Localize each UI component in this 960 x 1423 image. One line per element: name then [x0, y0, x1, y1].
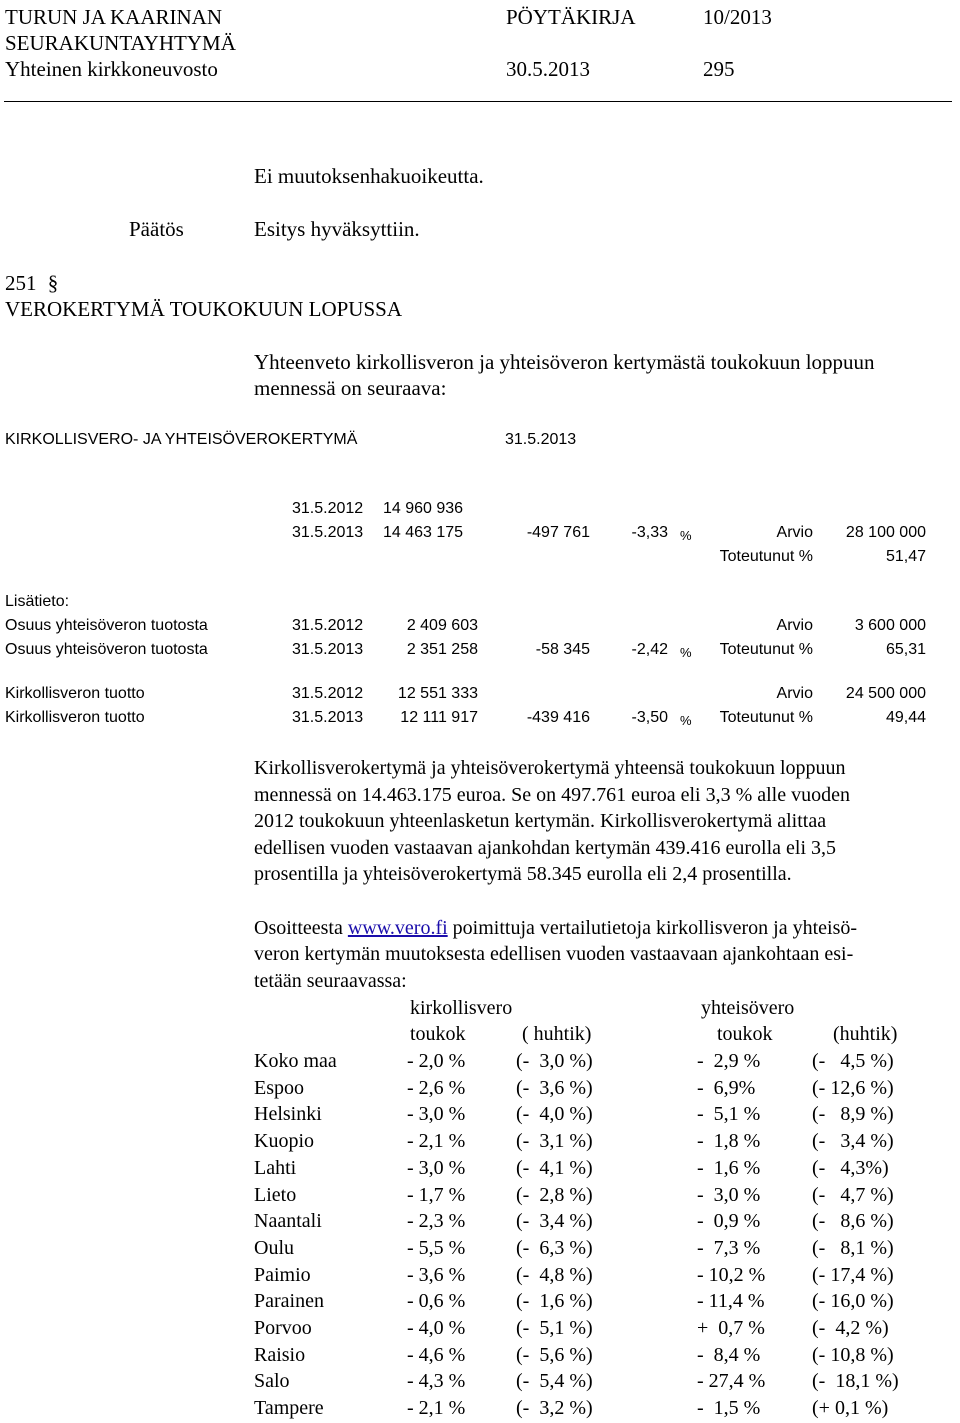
- decision-text: Esitys hyväksyttiin.: [254, 217, 420, 241]
- corp-tax-may: - 27,4 %: [697, 1370, 766, 1393]
- total-2012-value: 14 960 936: [383, 500, 464, 517]
- church-tax-april: (- 1,6 %): [516, 1290, 593, 1313]
- section-symbol: §: [47, 271, 59, 295]
- corp-tax-april: (- 3,4 %): [812, 1130, 894, 1153]
- church-tax-may: - 4,3 %: [407, 1370, 466, 1393]
- church-tax-pct: -3,50: [631, 709, 668, 726]
- summary-line3: 2012 toukokuun yhteenlasketun kertymän. Kirkollisverokertymä alittaa: [254, 810, 827, 832]
- church-tax-estimate-value: 24 500 000: [845, 685, 926, 702]
- corp-tax-estimate-label: Arvio: [776, 617, 813, 634]
- total-realized-value: 51,47: [885, 548, 926, 565]
- corp-tax-may: - 6,9%: [697, 1076, 756, 1099]
- total-realized-label: Toteutunut %: [719, 548, 813, 565]
- church-tax-2013-name: Kirkollisveron tuotto: [5, 709, 145, 726]
- sub-header-1: toukok: [410, 1023, 466, 1045]
- group-church-tax: kirkollisvero: [410, 997, 513, 1019]
- church-tax-2013-date: 31.5.2013: [292, 709, 364, 726]
- corp-tax-april: (- 8,1 %): [812, 1236, 894, 1259]
- summary-line5: prosentilla ja yhteisöverokertymä 58.345 eurolla eli 2,4 prosentilla.: [254, 863, 792, 885]
- source-line3: tetään seuraavassa:: [254, 970, 407, 992]
- corp-tax-april: (- 18,1 %): [812, 1370, 899, 1393]
- corp-tax-april: (- 4,7 %): [812, 1183, 894, 1206]
- church-tax-pct-sign: %: [680, 713, 692, 728]
- church-tax-may: - 0,6 %: [407, 1290, 466, 1313]
- header-divider: [4, 101, 952, 102]
- total-pct: -3,33: [631, 524, 668, 541]
- corp-tax-may: - 11,4 %: [697, 1290, 765, 1313]
- sub-header-2: ( huhtik): [522, 1023, 592, 1045]
- corp-tax-2012-value: 2 409 603: [406, 617, 478, 634]
- corp-tax-april: (- 4,5 %): [812, 1050, 894, 1072]
- corp-tax-may: - 8,4 %: [697, 1343, 761, 1366]
- summary-line2: mennessä on 14.463.175 euroa. Se on 497.761 euroa eli 3,3 % alle vuoden: [254, 784, 850, 806]
- corp-tax-april: (- 12,6 %): [812, 1076, 894, 1099]
- table-title: KIRKOLLISVERO- JA YHTEISÖVEROKERTYMÄ: [5, 431, 358, 448]
- document-type: PÖYTÄKIRJA: [506, 5, 636, 29]
- total-2013-date: 31.5.2013: [292, 524, 364, 541]
- org-name-line2: SEURAKUNTAYHTYMÄ: [5, 31, 236, 55]
- section-title: VEROKERTYMÄ TOUKOKUUN LOPUSSA: [5, 297, 402, 321]
- group-corporate-tax: yhteisövero: [701, 997, 795, 1019]
- church-tax-diff: -439 416: [526, 709, 590, 726]
- church-tax-april: (- 4,8 %): [516, 1263, 593, 1286]
- church-tax-april: (- 6,3 %): [516, 1236, 593, 1259]
- meeting-date: 30.5.2013: [506, 57, 590, 81]
- corp-tax-realized-value: 65,31: [885, 641, 926, 658]
- church-tax-realized-label: Toteutunut %: [719, 709, 813, 726]
- total-estimate-value: 28 100 000: [845, 524, 926, 541]
- corp-tax-may: - 1,5 %: [697, 1397, 761, 1420]
- org-name-line1: TURUN JA KAARINAN: [5, 5, 223, 29]
- corp-tax-may: - 5,1 %: [697, 1103, 761, 1126]
- total-2013-value: 14 463 175: [383, 524, 464, 541]
- corp-tax-may: - 0,9 %: [697, 1210, 761, 1233]
- city-name: Koko maa: [254, 1050, 337, 1072]
- city-name: Salo: [254, 1370, 290, 1393]
- corp-tax-april: (- 17,4 %): [812, 1263, 894, 1286]
- corp-tax-may: - 3,0 %: [697, 1183, 761, 1206]
- decision-label: Päätös: [129, 217, 184, 241]
- total-2012-date: 31.5.2012: [292, 500, 364, 517]
- church-tax-april: (- 5,1 %): [516, 1317, 593, 1339]
- city-name: Kuopio: [254, 1130, 314, 1153]
- source-line2: veron kertymän muutoksesta edellisen vuoden vastaavaan ajankohtaan esi-: [254, 943, 854, 965]
- total-estimate-label: Arvio: [776, 524, 813, 541]
- church-tax-may: - 3,0 %: [407, 1156, 466, 1179]
- section-number: [5, 270, 58, 296]
- corp-tax-april: (- 8,6 %): [812, 1210, 894, 1233]
- church-tax-april: (- 4,1 %): [516, 1156, 593, 1179]
- city-name: Parainen: [254, 1290, 324, 1313]
- source-prefix: Osoitteesta: [254, 917, 348, 939]
- church-tax-may: - 2,1 %: [407, 1397, 466, 1420]
- corp-tax-may: - 2,9 %: [697, 1050, 761, 1072]
- church-tax-2012-name: Kirkollisveron tuotto: [5, 685, 145, 702]
- section-number-value: 251: [5, 271, 37, 295]
- vero-link[interactable]: www.vero.fi: [347, 917, 448, 939]
- corp-tax-realized-label: Toteutunut %: [719, 641, 813, 658]
- corp-tax-estimate-value: 3 600 000: [854, 617, 926, 634]
- city-name: Naantali: [254, 1210, 322, 1233]
- corp-tax-2013-value: 2 351 258: [406, 641, 478, 658]
- church-tax-may: - 4,0 %: [407, 1317, 466, 1339]
- corp-tax-april: (- 4,3%): [812, 1156, 889, 1179]
- document-number: 10/2013: [703, 5, 772, 29]
- page-number: 295: [703, 57, 735, 81]
- city-name: Helsinki: [254, 1103, 322, 1126]
- church-tax-april: (- 3,2 %): [516, 1397, 593, 1420]
- intro-line2: mennessä on seuraava:: [254, 376, 447, 400]
- corp-tax-april: (- 16,0 %): [812, 1290, 894, 1313]
- church-tax-may: - 2,3 %: [407, 1210, 466, 1233]
- corp-tax-2012-date: 31.5.2012: [292, 617, 364, 634]
- city-name: Tampere: [254, 1397, 324, 1420]
- total-diff: -497 761: [526, 524, 590, 541]
- city-name: Paimio: [254, 1263, 311, 1286]
- sub-header-4: (huhtik): [833, 1023, 898, 1045]
- appeal-note: Ei muutoksenhakuoikeutta.: [254, 164, 484, 188]
- church-tax-may: - 2,1 %: [407, 1130, 466, 1153]
- corp-tax-pct: -2,42: [631, 641, 668, 658]
- source-line1-rest: poimittuja vertailutietoja kirkollisveron ja yhteisö-: [447, 917, 858, 939]
- city-name: Lahti: [254, 1156, 297, 1179]
- city-name: Porvoo: [254, 1317, 312, 1339]
- city-name: Oulu: [254, 1236, 294, 1259]
- sub-header-3: toukok: [717, 1023, 773, 1045]
- city-name: Raisio: [254, 1343, 306, 1366]
- corp-tax-may: - 1,8 %: [697, 1130, 761, 1153]
- intro-line1: Yhteenveto kirkollisveron ja yhteisöveron kertymästä toukokuun loppuun: [254, 350, 875, 374]
- church-tax-april: (- 4,0 %): [516, 1103, 593, 1126]
- church-tax-april: (- 5,4 %): [516, 1370, 593, 1393]
- church-tax-realized-value: 49,44: [885, 709, 926, 726]
- corp-tax-may: + 0,7 %: [697, 1317, 765, 1339]
- corp-tax-diff: -58 345: [535, 641, 590, 658]
- corp-tax-2013-name: Osuus yhteisöveron tuotosta: [5, 641, 208, 658]
- corp-tax-april: (- 8,9 %): [812, 1103, 894, 1126]
- corp-tax-april: (- 10,8 %): [812, 1343, 894, 1366]
- total-pct-sign: %: [680, 528, 692, 543]
- source-line1: [254, 917, 857, 940]
- church-tax-may: - 4,6 %: [407, 1343, 466, 1366]
- church-tax-april: (- 5,6 %): [516, 1343, 593, 1366]
- summary-line4: edellisen vuoden vastaavan ajankohdan kertymän 439.416 eurolla eli 3,5: [254, 837, 837, 859]
- church-tax-2012-value: 12 551 333: [397, 685, 478, 702]
- city-name: Espoo: [254, 1076, 304, 1099]
- church-tax-2013-value: 12 111 917: [400, 709, 478, 726]
- church-tax-may: - 2,6 %: [407, 1076, 466, 1099]
- church-tax-april: (- 3,6 %): [516, 1076, 593, 1099]
- church-tax-april: (- 2,8 %): [516, 1183, 593, 1206]
- church-tax-may: - 5,5 %: [407, 1236, 466, 1259]
- org-name-line3: Yhteinen kirkkoneuvosto: [5, 57, 218, 81]
- church-tax-may: - 1,7 %: [407, 1183, 466, 1206]
- church-tax-april: (- 3,4 %): [516, 1210, 593, 1233]
- church-tax-may: - 3,0 %: [407, 1103, 466, 1126]
- corp-tax-2012-name: Osuus yhteisöveron tuotosta: [5, 617, 208, 634]
- church-tax-may: - 2,0 %: [407, 1050, 466, 1072]
- church-tax-estimate-label: Arvio: [776, 685, 813, 702]
- corp-tax-april: (- 4,2 %): [812, 1317, 889, 1339]
- church-tax-may: - 3,6 %: [407, 1263, 466, 1286]
- corp-tax-pct-sign: %: [680, 645, 692, 660]
- city-name: Lieto: [254, 1183, 297, 1206]
- summary-line1: Kirkollisverokertymä ja yhteisöverokertymä yhteensä toukokuun loppuun: [254, 757, 846, 779]
- church-tax-april: (- 3,1 %): [516, 1130, 593, 1153]
- corp-tax-2013-date: 31.5.2013: [292, 641, 364, 658]
- corp-tax-may: - 1,6 %: [697, 1156, 761, 1179]
- corp-tax-may: - 7,3 %: [697, 1236, 761, 1259]
- corp-tax-april: (+ 0,1 %): [812, 1397, 889, 1420]
- church-tax-april: (- 3,0 %): [516, 1050, 593, 1072]
- corp-tax-may: - 10,2 %: [697, 1263, 766, 1286]
- extra-info-label: Lisätieto:: [5, 593, 70, 610]
- church-tax-2012-date: 31.5.2012: [292, 685, 364, 702]
- table-title-date: 31.5.2013: [505, 431, 577, 448]
